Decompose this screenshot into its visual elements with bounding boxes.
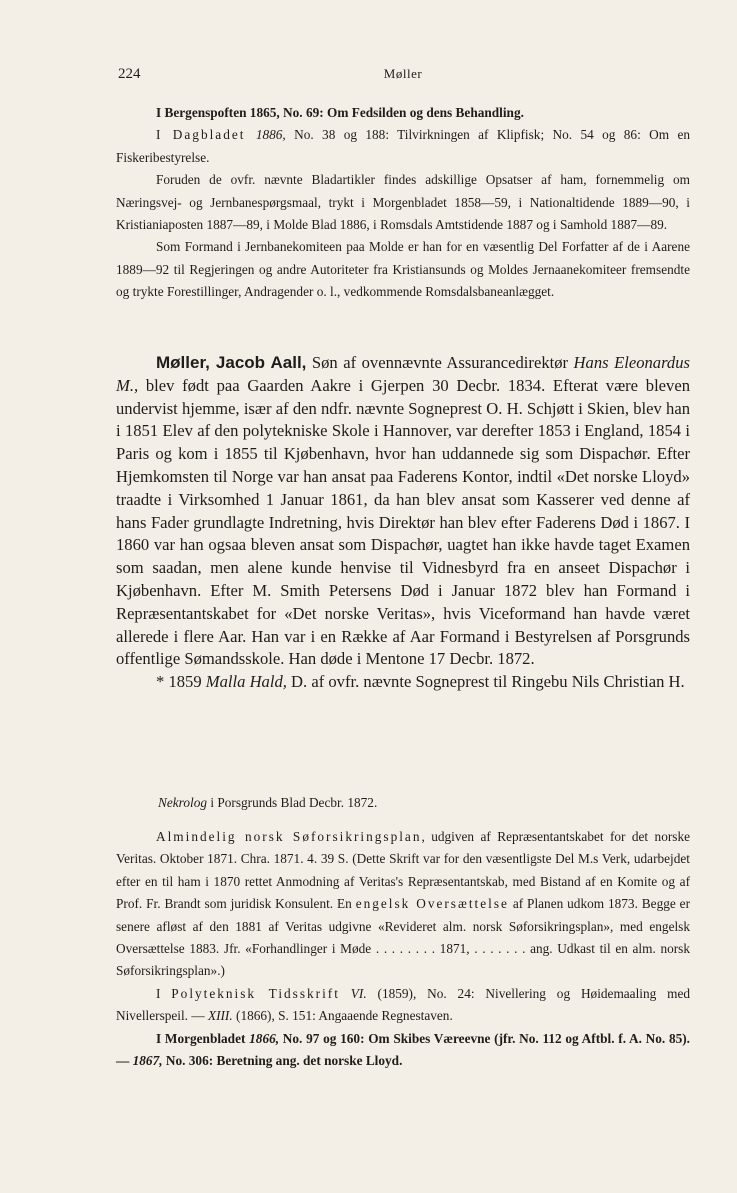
marriage-year: * 1859: [156, 672, 206, 692]
english-translation: engelsk Oversættelse: [355, 896, 509, 912]
paragraph-other-articles: Foruden de ovfr. nævnte Bladartikler findes adskillige Opsatser af ham, fornemmelig om Næringsvej- og Jernbanespørgsmaal, trykt i Morgenbladet 1858—59, i Nationaltidende 1889—90, i Kristianiaposten 1887—89, i Molde Blad 1886, i Romsdals Amtstidende 1887 og i Samhold 1887—89.: [116, 172, 690, 233]
nekrolog-label: Nekrolog: [158, 795, 207, 810]
nekrolog-paragraph: [116, 792, 690, 814]
plan-text-2: af Planen udkom 1873. Begge er senere afløst af den 1881 af Veritas udgivne «Revideret alm. norsk Søforsikringsplan», med engelsk Oversættelse 1883. Jfr. «Forhandlinger i Møde . . . . . . . . 1871, . . . . . . . ang. Udkast til en alm. norsk Søforsikringsplan».): [116, 896, 691, 979]
plan-text-1: , udgiven af Repræsentantskabet for det norske Veritas. Oktober 1871. Chra. 1871. 4. 39 S. (Dette Skrift var for den væsentligste Del M.s Verk, udarbejdet efter en til ham i 1870 rettet Anmodning af Veritas's Repræsentantskab, med Bistand af en Komite og af Prof. Fr. Brandt som juridisk Konsulent. En: [116, 829, 690, 912]
dagbladet-rest: , No. 38 og 188: Tilvirkningen af Klipfisk; No. 54 og 86: Om en Fiskeribestyrelse.: [116, 127, 690, 165]
dagbladet-prefix: I Dagbladet: [156, 127, 256, 143]
dagbladet-year: 1886: [255, 127, 283, 143]
running-head: Møller: [383, 66, 423, 81]
bio-text: blev født paa Gaarden Aakre i Gjerpen 30 Decbr. 1834. Efterat være bleven undervist hjemme, især af den ndfr. nævnte Sogneprest O. H. Schjøtt i Skien, blev han i 1851 Elev af den polytekniske Skole i Hannover, var derefter 1853 i England, 1854 i Paris og kom i 1855 til Kjøbenhavn, hvor han uddannede sig som Dispachør. Efter Hjemkomsten til Norge var han ansat paa Faderens Kontor, indtil «Det norske Lloyd» traadte i Virksomhed 1 Januar 1861, da han blev ansat som Kasserer ved denne af hans Fader grundlagte Indretning, hvis Direktør han blev efter Faderens Død i 1867. I 1860 var han ogsaa bleven ansat som Dispachør, uagtet han ikke havde taget Examen som saadan, men alene kunde henvise til Vidnesbyrd fra en anseet Dispachør i Kjøbenhavn. Efter M. Smith Petersens Død i Januar 1872 blev han Formand i Repræsentantskabet for «Det norske Veritas», hvis Viceformand han havde været allerede i flere Aar. Han var i en Række af Aar Formand i Bestyrelsen af Porsgrunds offentlige Sømandsskole. Han døde i Mentone 17 Decbr. 1872.: [116, 375, 690, 669]
page-header: [118, 66, 688, 86]
biography-section: [116, 352, 690, 694]
poly-volume-1: VI.: [350, 985, 367, 1001]
poly-volume-2: XIII.: [207, 1008, 233, 1024]
bio-intro: Søn af ovennævnte Assurancedirektør: [306, 353, 574, 372]
biography-paragraph: [116, 352, 690, 671]
poly-text-1: (1859), No. 24: Nivellering og Høidemaaling med Nivellerspeil. —: [116, 985, 691, 1024]
paragraph-morgenbladet: [116, 1028, 690, 1073]
nekrolog-rest: i Porsgrunds Blad Decbr. 1872.: [207, 795, 378, 810]
poly-prefix: I: [156, 985, 172, 1001]
paragraph-sforsikringsplan: [116, 826, 690, 983]
references-section-2: [116, 826, 690, 1072]
poly-space: [340, 986, 351, 1001]
morgen-year-2: 1867,: [132, 1053, 163, 1069]
reference-dagbladet: [116, 124, 690, 169]
marriage-paragraph: [116, 671, 690, 694]
morgen-year-1: 1866,: [249, 1030, 280, 1046]
paragraph-polyteknisk: [116, 983, 690, 1028]
poly-journal: Polyteknisk Tidsskrift: [171, 985, 340, 1001]
paragraph-railway-committee: Som Formand i Jernbanekomiteen paa Molde er han for en væsentlig Del Forfatter af de i Aarene 1889—92 til Regjeringen og andre Autoriteter fra Kristiansunds og Moldes Jernaanekomiteer fremsendte og trykte Forestillinger, Andragender o. l., vedkommende Romsdalsbaneanlægget.: [116, 239, 690, 300]
wife-name: Malla Hald,: [205, 672, 287, 692]
person-name: Møller, Jacob Aall,: [156, 353, 307, 372]
reference-bergensposten: I Bergenspoften 1865, No. 69: Om Fedsilden og dens Behandling.: [156, 105, 524, 120]
marriage-rest: D. af ovfr. nævnte Sogneprest til Ringebu Nils Christian H.: [286, 672, 685, 692]
morgen-prefix: I Morgenbladet: [156, 1030, 250, 1046]
plan-title: Almindelig norsk Søforsikringsplan: [156, 829, 422, 844]
nekrolog-line: [116, 792, 690, 814]
morgen-text-1: No. 97 og 160: Om Skibes Væreevne (jfr. No. 112 og Aftbl. f. A. No. 85). —: [116, 1030, 690, 1069]
references-section-1: [116, 102, 690, 304]
morgen-text-2: No. 306: Beretning ang. det norske Lloyd.: [162, 1053, 403, 1069]
page-number: 224: [118, 66, 141, 82]
father-name: Hans Eleonardus M.,: [116, 353, 690, 395]
poly-text-2: (1866), S. 151: Angaaende Regnestaven.: [232, 1008, 453, 1024]
